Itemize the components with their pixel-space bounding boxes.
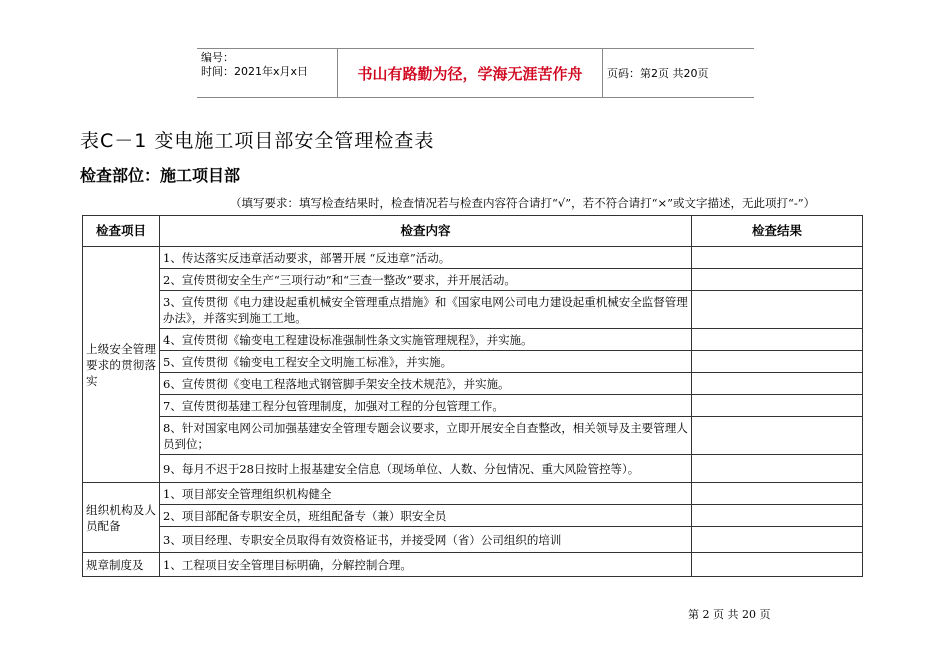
table-row [83, 247, 863, 269]
table-header-row [83, 216, 863, 247]
header-info [197, 49, 338, 97]
content-cell: 3、项目经理、专职安全员取得有效资格证书，并接受网（省）公司组织的培训 [160, 527, 692, 553]
table-row [83, 505, 863, 527]
result-cell[interactable] [692, 351, 863, 373]
table-row [83, 553, 863, 577]
result-cell[interactable] [692, 527, 863, 553]
content-cell: 8、针对国家电网公司加强基建安全管理专题会议要求，立即开展安全自查整改，相关领导及主要管理人员到位； [160, 417, 692, 455]
table-row [83, 269, 863, 291]
content-cell: 1、项目部安全管理组织机构健全 [160, 483, 692, 505]
content-cell: 6、宣传贯彻《变电工程落地式钢管脚手架安全技术规范》，并实施。 [160, 373, 692, 395]
result-cell[interactable] [692, 483, 863, 505]
result-cell[interactable] [692, 417, 863, 455]
motto: 书山有路勤为径，学海无涯苦作舟 [338, 49, 603, 97]
content-cell: 2、宣传贯彻安全生产“三项行动”和“三查一整改”要求，并开展活动。 [160, 269, 692, 291]
header-item: 检查项目 [83, 216, 160, 247]
fill-instructions: （填写要求：填写检查结果时，检查情况若与检查内容符合请打“√”，若不符合请打“×”或文字描述，无此项打“-”） [230, 196, 816, 210]
number-label: 编号： [201, 51, 234, 64]
category-cell: 上级安全管理要求的贯彻落实 [83, 247, 160, 483]
table-row [83, 291, 863, 329]
result-cell[interactable] [692, 553, 863, 577]
result-cell[interactable] [692, 373, 863, 395]
table-row [83, 351, 863, 373]
table-row [83, 455, 863, 483]
result-cell[interactable] [692, 247, 863, 269]
table-row [83, 527, 863, 553]
category-cell: 规章制度及 [83, 553, 160, 577]
page-footer: 第 2 页 共 20 页 [688, 608, 771, 621]
inspection-location: 检查部位：施工项目部 [80, 166, 241, 185]
result-cell[interactable] [692, 291, 863, 329]
inspection-table [82, 215, 863, 577]
content-cell: 4、宣传贯彻《输变电工程建设标准强制性条文实施管理规程》，并实施。 [160, 329, 692, 351]
table-row [83, 483, 863, 505]
header-content: 检查内容 [160, 216, 692, 247]
table-row [83, 329, 863, 351]
result-cell[interactable] [692, 329, 863, 351]
category-cell: 组织机构及人员配备 [83, 483, 160, 553]
content-cell: 7、宣传贯彻基建工程分包管理制度，加强对工程的分包管理工作。 [160, 395, 692, 417]
page-header [197, 48, 754, 98]
result-cell[interactable] [692, 269, 863, 291]
content-cell: 9、每月不迟于28日按时上报基建安全信息（现场单位、人数、分包情况、重大风险管控等）。 [160, 455, 692, 483]
result-cell[interactable] [692, 505, 863, 527]
result-cell[interactable] [692, 455, 863, 483]
content-cell: 5、宣传贯彻《输变电工程安全文明施工标准》，并实施。 [160, 351, 692, 373]
time-label: 时间：2021年x月x日 [201, 65, 309, 78]
table-row [83, 395, 863, 417]
content-cell: 3、宣传贯彻《电力建设起重机械安全管理重点措施》和《国家电网公司电力建设起重机械安全监督管理办法》，并落实到施工工地。 [160, 291, 692, 329]
table-row [83, 417, 863, 455]
page-label: 页码：第2页 共20页 [607, 67, 709, 80]
table-row [83, 373, 863, 395]
result-cell[interactable] [692, 395, 863, 417]
header-result: 检查结果 [692, 216, 863, 247]
content-cell: 1、传达落实反违章活动要求，部署开展 “反违章”活动。 [160, 247, 692, 269]
content-cell: 1、工程项目安全管理目标明确，分解控制合理。 [160, 553, 692, 577]
content-cell: 2、项目部配备专职安全员，班组配备专（兼）职安全员 [160, 505, 692, 527]
document-title: 表C－1 变电施工项目部安全管理检查表 [80, 130, 435, 152]
